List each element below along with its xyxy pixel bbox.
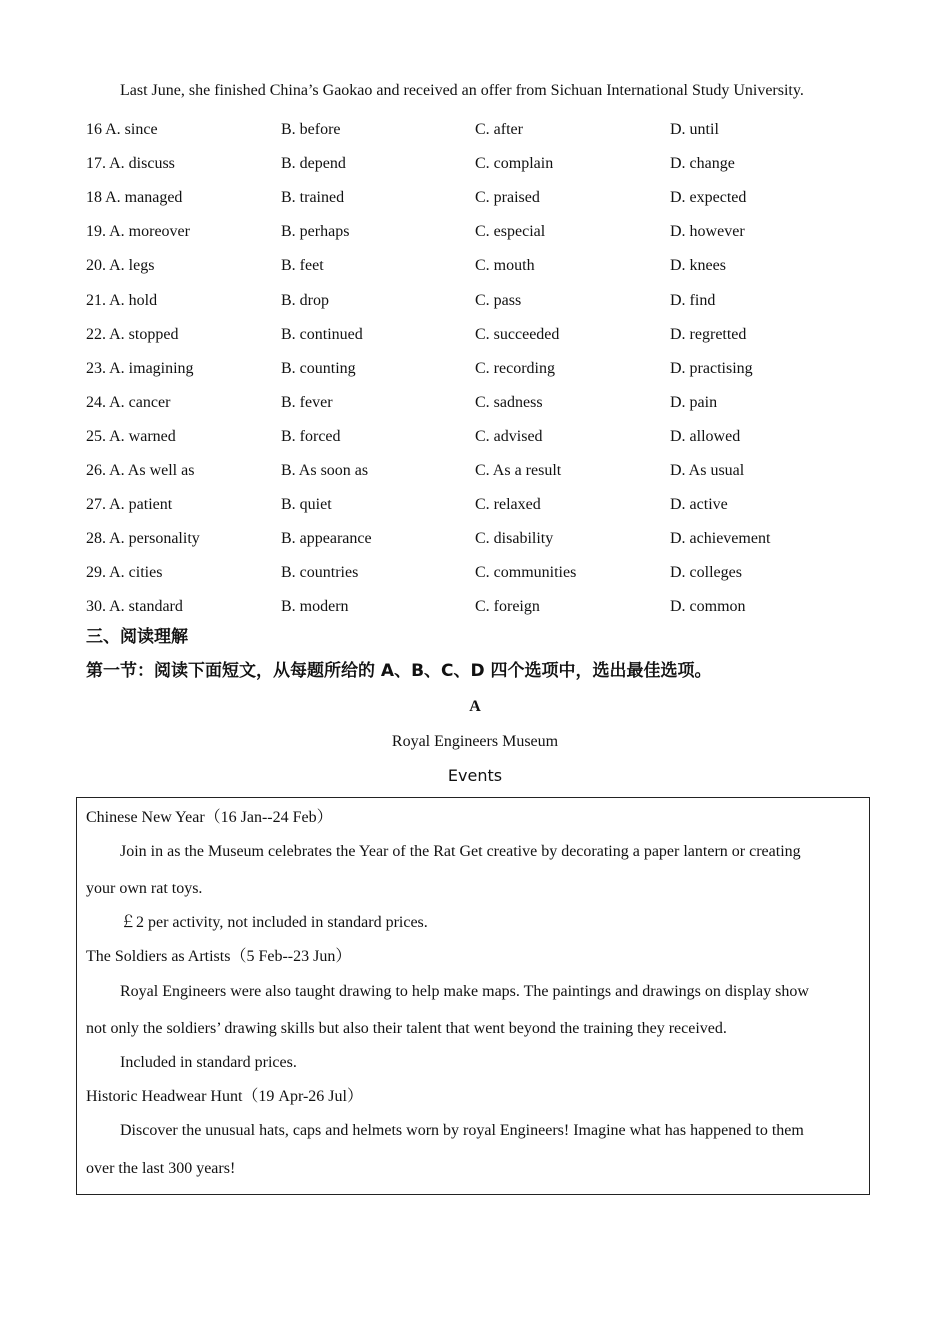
option-d: D. until: [670, 121, 719, 139]
option-b: B. quiet: [281, 496, 332, 514]
option-b: B. before: [281, 121, 341, 139]
option-a: 27. A. patient: [86, 496, 173, 514]
option-a: 28. A. personality: [86, 530, 200, 548]
option-a: 23. A. imagining: [86, 359, 194, 377]
option-a: 20. A. legs: [86, 257, 155, 275]
option-a: 17. A. discuss: [86, 155, 175, 173]
event-description-line: not only the soldiers’ drawing skills but also their talent that went beyond the training they received.: [86, 1020, 727, 1037]
passage-letter: A: [469, 698, 481, 715]
events-title: Events: [447, 766, 503, 785]
question-row: [86, 352, 866, 386]
question-row: [86, 556, 866, 590]
option-a: 22. A. stopped: [86, 325, 179, 343]
option-d: D. common: [670, 598, 746, 616]
question-row: [86, 249, 866, 283]
option-a: 24. A. cancer: [86, 393, 171, 411]
museum-title: Royal Engineers Museum: [391, 733, 559, 750]
option-c: C. after: [475, 121, 523, 139]
question-row: [86, 181, 866, 215]
option-c: C. mouth: [475, 257, 535, 275]
option-d: D. active: [670, 496, 728, 514]
option-b: B. countries: [281, 564, 359, 582]
option-b: B. counting: [281, 359, 356, 377]
option-d: D. pain: [670, 393, 718, 411]
question-row: [86, 147, 866, 181]
option-c: C. communities: [475, 564, 577, 582]
option-a: 30. A. standard: [86, 598, 183, 616]
question-row: [86, 318, 866, 352]
event-title-chinese-new-year: Chinese New Year（16 Jan--24 Feb）: [86, 809, 333, 826]
section-heading: 三、阅读理解: [86, 627, 188, 647]
options-table: [86, 113, 866, 624]
option-c: C. As a result: [475, 461, 562, 479]
option-c: C. complain: [475, 155, 554, 173]
option-b: B. appearance: [281, 530, 372, 548]
option-b: B. forced: [281, 427, 341, 445]
option-b: B. trained: [281, 189, 345, 207]
option-b: B. continued: [281, 325, 363, 343]
option-d: D. however: [670, 223, 745, 241]
events-box: [76, 797, 870, 1195]
question-row: [86, 283, 866, 317]
option-d: D. As usual: [670, 461, 745, 479]
option-d: D. change: [670, 155, 735, 173]
option-a: 25. A. warned: [86, 427, 176, 445]
intro-sentence: Last June, she finished China’s Gaokao and received an offer from Sichuan International Study University.: [120, 82, 804, 99]
event-price: ￡2 per activity, not included in standard prices.: [120, 914, 428, 931]
event-title-headwear-hunt: Historic Headwear Hunt（19 Apr-26 Jul）: [86, 1088, 363, 1105]
option-b: B. perhaps: [281, 223, 350, 241]
option-c: C. disability: [475, 530, 554, 548]
option-d: D. achievement: [670, 530, 771, 548]
option-d: D. knees: [670, 257, 726, 275]
option-b: B. feet: [281, 257, 324, 275]
event-description-line: your own rat toys.: [86, 880, 203, 897]
option-a: 16 A. since: [86, 121, 158, 139]
option-b: B. depend: [281, 155, 346, 173]
option-d: D. allowed: [670, 427, 741, 445]
option-c: C. foreign: [475, 598, 540, 616]
question-row: [86, 522, 866, 556]
option-b: B. modern: [281, 598, 349, 616]
option-a: 29. A. cities: [86, 564, 163, 582]
question-row: [86, 590, 866, 624]
option-c: C. succeeded: [475, 325, 560, 343]
option-c: C. praised: [475, 189, 540, 207]
option-d: D. find: [670, 291, 716, 309]
question-row: [86, 488, 866, 522]
option-b: B. As soon as: [281, 461, 369, 479]
option-c: C. pass: [475, 291, 522, 309]
event-description-line: over the last 300 years!: [86, 1160, 236, 1177]
event-description-line: Join in as the Museum celebrates the Year of the Rat Get creative by decorating a paper lantern or creating: [120, 843, 801, 860]
option-c: C. advised: [475, 427, 543, 445]
option-c: C. especial: [475, 223, 546, 241]
option-a: 18 A. managed: [86, 189, 183, 207]
option-b: B. drop: [281, 291, 329, 309]
event-description-line: Discover the unusual hats, caps and helmets worn by royal Engineers! Imagine what has happened to them: [120, 1122, 804, 1139]
option-c: C. relaxed: [475, 496, 541, 514]
question-row: [86, 113, 866, 147]
option-d: D. colleges: [670, 564, 742, 582]
question-row: [86, 215, 866, 249]
event-description-line: Royal Engineers were also taught drawing to help make maps. The paintings and drawings on display show: [120, 983, 809, 1000]
option-c: C. sadness: [475, 393, 543, 411]
question-row: [86, 454, 866, 488]
option-a: 21. A. hold: [86, 291, 158, 309]
event-price: Included in standard prices.: [120, 1054, 297, 1071]
option-a: 19. A. moreover: [86, 223, 190, 241]
option-a: 26. A. As well as: [86, 461, 195, 479]
option-b: B. fever: [281, 393, 333, 411]
section-instruction: 第一节：阅读下面短文，从每题所给的 A、B、C、D 四个选项中，选出最佳选项。: [86, 661, 712, 681]
option-c: C. recording: [475, 359, 555, 377]
option-d: D. practising: [670, 359, 753, 377]
option-d: D. regretted: [670, 325, 747, 343]
question-row: [86, 386, 866, 420]
option-d: D. expected: [670, 189, 747, 207]
question-row: [86, 420, 866, 454]
event-title-soldiers-artists: The Soldiers as Artists（5 Feb--23 Jun）: [86, 948, 352, 965]
